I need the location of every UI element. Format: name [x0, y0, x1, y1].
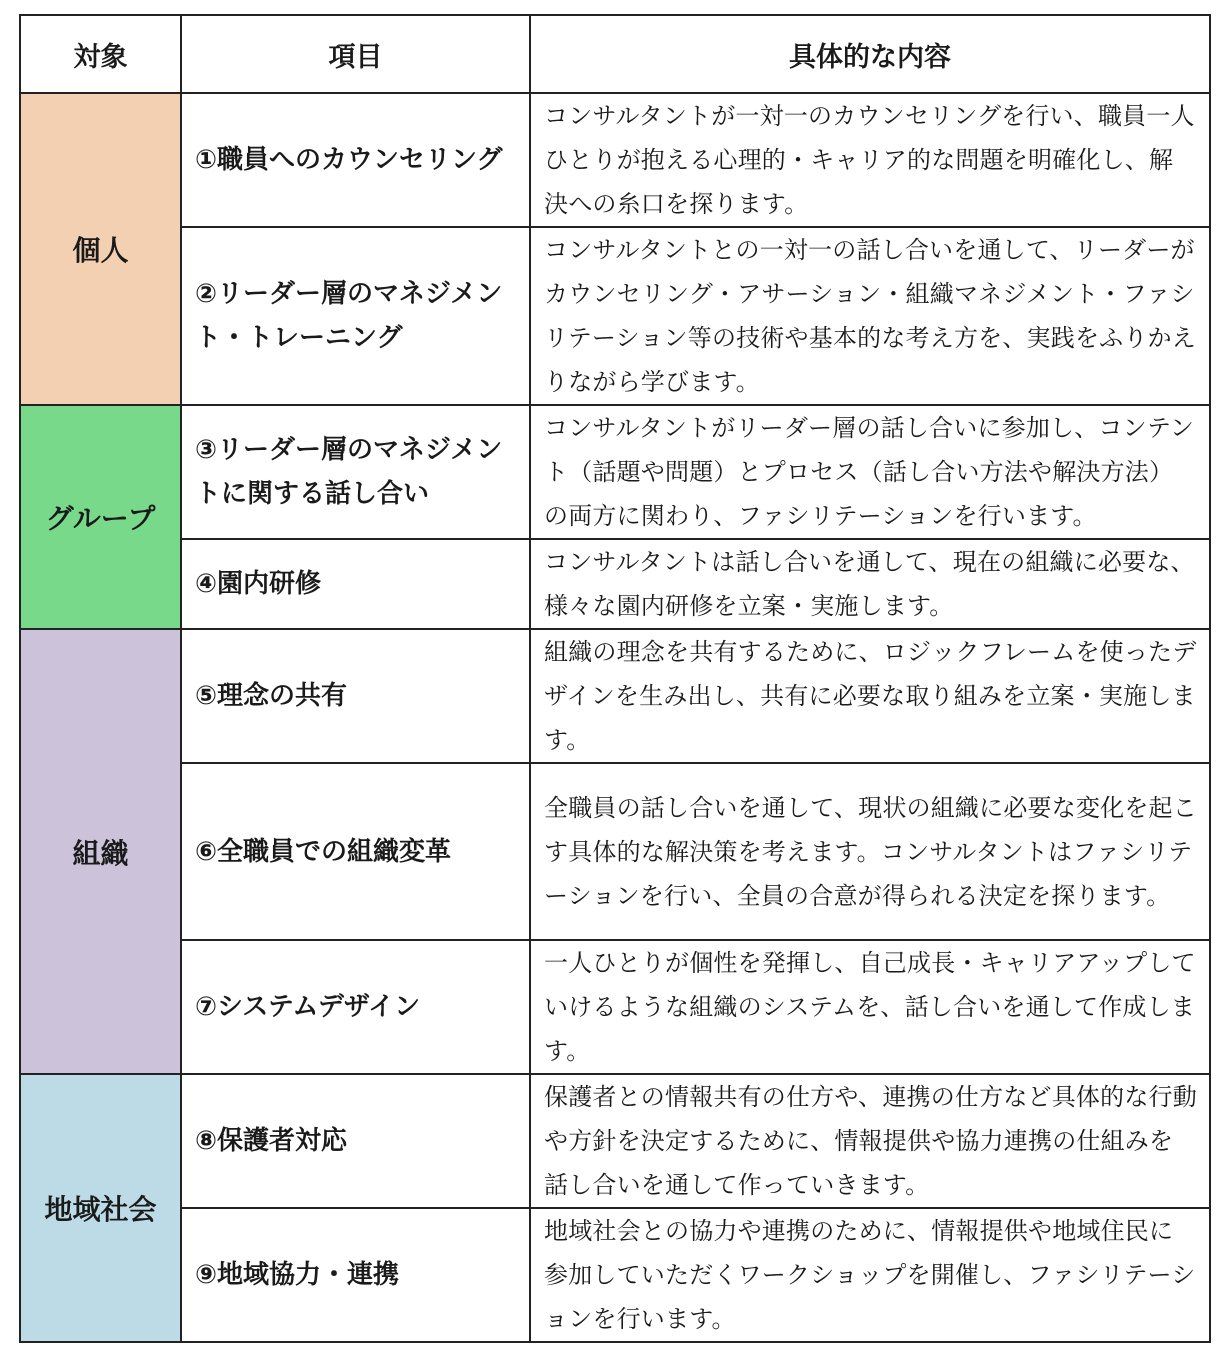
table-row [20, 763, 1210, 940]
item-cell: ⑤理念の共有 [181, 629, 530, 763]
table-row [20, 1074, 1210, 1208]
item-cell: ③リーダー層のマネジメントに関する話し合い [181, 405, 530, 539]
detail-cell: 保護者との情報共有の仕方や、連携の仕方など具体的な行動や方針を決定するために、情報提供や協力連携の仕組みを話し合いを通して作っていきます。 [530, 1074, 1210, 1208]
table-row [20, 227, 1210, 405]
table-row [20, 93, 1210, 227]
item-cell: ⑧保護者対応 [181, 1074, 530, 1208]
detail-cell: コンサルタントがリーダー層の話し合いに参加し、コンテント（話題や問題）とプロセス（話し合い方法や解決方法）の両方に関わり、ファシリテーションを行います。 [530, 405, 1210, 539]
target-cell-kojin: 個人 [20, 93, 181, 405]
detail-cell: 一人ひとりが個性を発揮し、自己成長・キャリアアップしていけるような組織のシステムを、話し合いを通して作成します。 [530, 940, 1210, 1074]
target-cell-group: グループ [20, 405, 181, 629]
table-row [20, 940, 1210, 1074]
target-cell-soshiki: 組織 [20, 629, 181, 1074]
detail-cell: コンサルタントは話し合いを通して、現在の組織に必要な、様々な園内研修を立案・実施します。 [530, 539, 1210, 629]
table-row [20, 539, 1210, 629]
detail-cell: 全職員の話し合いを通して、現状の組織に必要な変化を起こす具体的な解決策を考えます。コンサルタントはファシリテーションを行い、全員の合意が得られる決定を探ります。 [530, 763, 1210, 940]
item-cell: ⑨地域協力・連携 [181, 1208, 530, 1342]
header-item: 項目 [181, 15, 530, 93]
header-target: 対象 [20, 15, 181, 93]
target-cell-chiiki: 地域社会 [20, 1074, 181, 1342]
item-cell: ⑥全職員での組織変革 [181, 763, 530, 940]
detail-cell: コンサルタントが一対一のカウンセリングを行い、職員一人ひとりが抱える心理的・キャリア的な問題を明確化し、解決への糸口を探ります。 [530, 93, 1210, 227]
detail-cell: 地域社会との協力や連携のために、情報提供や地域住民に参加していただくワークショップを開催し、ファシリテーションを行います。 [530, 1208, 1210, 1342]
table-row [20, 405, 1210, 539]
header-row [20, 15, 1210, 93]
detail-cell: 組織の理念を共有するために、ロジックフレームを使ったデザインを生み出し、共有に必要な取り組みを立案・実施します。 [530, 629, 1210, 763]
program-table [19, 14, 1211, 1343]
item-cell: ①職員へのカウンセリング [181, 93, 530, 227]
item-cell: ④園内研修 [181, 539, 530, 629]
detail-cell: コンサルタントとの一対一の話し合いを通して、リーダーがカウンセリング・アサーション・組織マネジメント・ファシリテーション等の技術や基本的な考え方を、実践をふりかえりながら学びます。 [530, 227, 1210, 405]
table-row [20, 1208, 1210, 1342]
table-row [20, 629, 1210, 763]
item-cell: ⑦システムデザイン [181, 940, 530, 1074]
item-cell: ②リーダー層のマネジメント・トレーニング [181, 227, 530, 405]
header-detail: 具体的な内容 [530, 15, 1210, 93]
